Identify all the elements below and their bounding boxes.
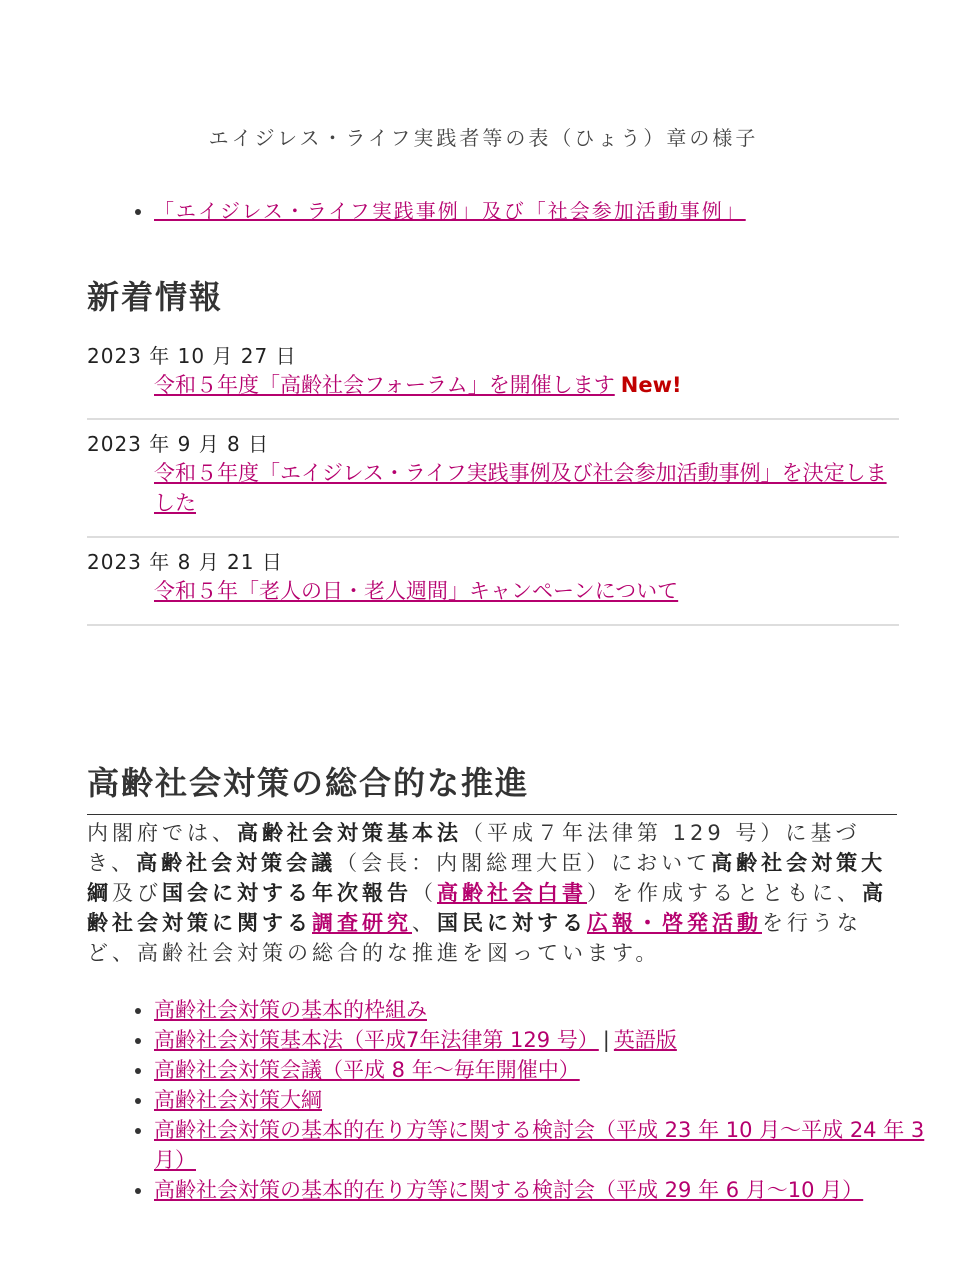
ageless-life-cases-link[interactable]: 「エイジレス・ライフ実践事例」及び「社会参加活動事例」 (154, 199, 746, 223)
keyword: 高齢社会対策会議 (136, 851, 337, 875)
research-link[interactable]: 調査研究 (312, 911, 412, 935)
news-item (87, 430, 899, 538)
news-date: 2023 年 8 月 21 日 (87, 550, 283, 574)
text: （会長：内閣総理大臣）において (336, 851, 712, 875)
text: ）を作成するとともに、 (587, 881, 862, 905)
outline-link[interactable]: 高齢社会対策大綱 (154, 1088, 322, 1112)
basic-law-link[interactable]: 高齢社会対策基本法（平成7年法律第 129 号） (154, 1028, 599, 1052)
news-link[interactable]: 令和５年度「高齢社会フォーラム」を開催します (154, 373, 615, 397)
list-item (154, 1025, 944, 1055)
news-link[interactable]: 令和５年「老人の日・老人週間」キャンペーンについて (154, 579, 679, 603)
white-paper-link[interactable]: 高齢社会白書 (437, 881, 587, 905)
public-relations-link[interactable]: 広報・啓発活動 (587, 911, 762, 935)
list-item (154, 1115, 944, 1175)
text: を行うなど、高齢社会対策の総合的な推進を図っています。 (87, 911, 862, 965)
policy-description (87, 818, 887, 968)
study-group-2017-link[interactable]: 高齢社会対策の基本的在り方等に関する検討会（平成 29 年 6 月～10 月） (154, 1178, 864, 1202)
text: （平成７年法律第 129 号）に基づき、 (87, 821, 861, 875)
english-version-link[interactable]: 英語版 (613, 1028, 677, 1052)
framework-link[interactable]: 高齢社会対策の基本的枠組み (154, 998, 427, 1022)
keyword: 国民に対する (437, 911, 587, 935)
news-link[interactable]: 令和５年度「エイジレス・ライフ実践事例及び社会参加活動事例」を決定しました (154, 461, 887, 515)
keyword: 高齢社会対策大綱 (87, 851, 887, 905)
text: 、 (412, 911, 437, 935)
new-badge: New! (620, 373, 682, 397)
list-item (154, 1055, 944, 1085)
study-group-2011-link[interactable]: 高齢社会対策の基本的在り方等に関する検討会（平成 23 年 10 月～平成 24 年 3 月） (154, 1118, 925, 1172)
council-link[interactable]: 高齢社会対策会議（平成 8 年～毎年開催中） (154, 1058, 580, 1082)
keyword: 高齢社会対策に関する (87, 881, 887, 935)
policy-link-list (110, 995, 944, 1205)
news-date: 2023 年 9 月 8 日 (87, 432, 270, 456)
news-list (87, 342, 899, 626)
news-heading: 新着情報 (87, 278, 224, 316)
news-date: 2023 年 10 月 27 日 (87, 344, 297, 368)
list-item (154, 195, 746, 224)
top-link-list (110, 195, 746, 224)
list-item (154, 995, 944, 1025)
text: 及び (112, 881, 162, 905)
list-item (154, 1085, 944, 1115)
heading-divider (87, 814, 897, 815)
separator: | (602, 1028, 610, 1052)
policy-heading: 高齢社会対策の総合的な推進 (87, 764, 530, 802)
news-item (87, 548, 899, 626)
list-item (154, 1175, 944, 1205)
keyword: 国会に対する年次報告 (162, 881, 412, 905)
keyword: 高齢社会対策基本法 (237, 821, 462, 845)
photo-caption: エイジレス・ライフ実践者等の表（ひょう）章の様子 (208, 126, 759, 150)
text: 内閣府では、 (87, 821, 237, 845)
news-item (87, 342, 899, 420)
text: （ (412, 881, 437, 905)
